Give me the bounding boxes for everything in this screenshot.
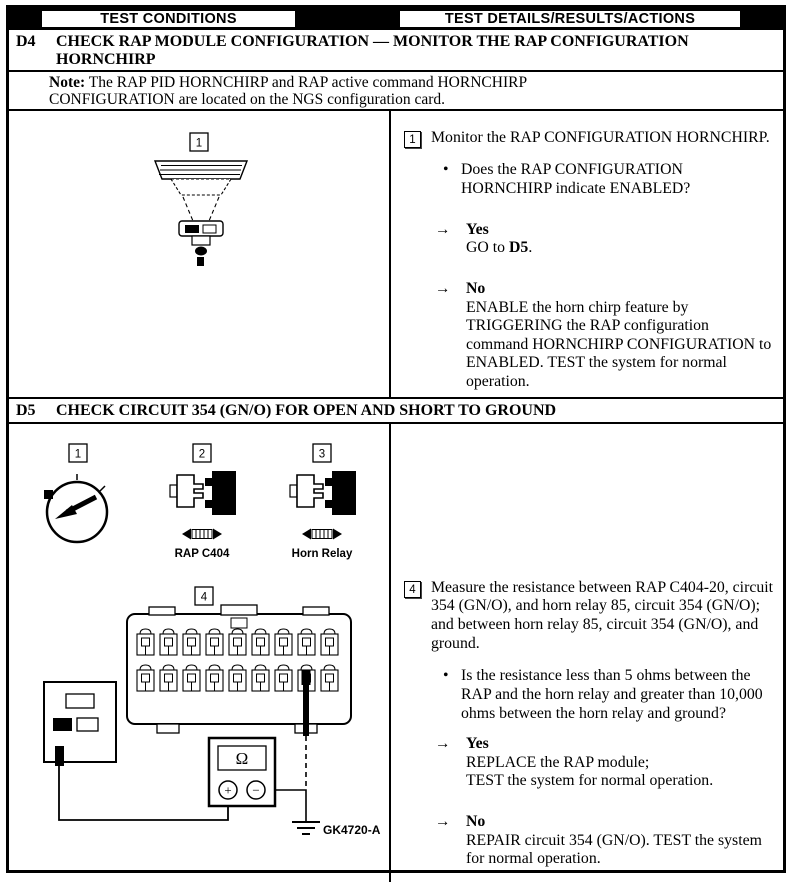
yes-action-line2: TEST the system for normal operation. xyxy=(466,772,714,790)
header-test-conditions xyxy=(41,10,296,28)
rap-connector-label: RAP C404 xyxy=(174,547,230,560)
callout-4 xyxy=(195,587,213,605)
note-text: The RAP PID HORNCHIRP and RAP active command HORNCHIRP CONFIGURATION are located on the NGS configuration card. xyxy=(49,73,527,109)
d4-title-row xyxy=(9,30,783,72)
yes-branch xyxy=(431,221,775,258)
minus-terminal-label: − xyxy=(252,782,260,798)
arrow-right-icon: → xyxy=(435,279,451,297)
connector-pinout-diagram xyxy=(127,605,351,733)
callout-1 xyxy=(69,444,87,462)
callout-2 xyxy=(193,444,211,462)
relay-box-icon xyxy=(44,682,116,766)
d5-step-title: CHECK CIRCUIT 354 (GN/O) FOR OPEN AND SHORT TO GROUND xyxy=(56,401,557,419)
table-header-row xyxy=(9,8,783,30)
yes-label: Yes xyxy=(466,735,489,753)
arrow-right-icon: → xyxy=(435,220,451,238)
d4-note-row xyxy=(9,72,783,111)
rap-connector-arrow-icon xyxy=(182,528,222,539)
arrow-right-icon: → xyxy=(435,735,451,753)
arrow-right-icon: → xyxy=(435,813,451,831)
yes-action-suffix: . xyxy=(528,239,533,257)
bullet-icon: • xyxy=(443,667,449,685)
question-text: Does the RAP CONFIGURATION HORNCHIRP indicate ENABLED? xyxy=(461,161,691,198)
multimeter-icon xyxy=(209,738,275,806)
rap-module-icon xyxy=(155,161,247,221)
callout-3 xyxy=(313,444,331,462)
ground-symbol-icon xyxy=(292,822,320,834)
callout-1 xyxy=(190,133,208,151)
yes-action-target: D5 xyxy=(509,239,529,257)
yes-action-prefix: GO to xyxy=(466,239,510,257)
no-label: No xyxy=(466,813,486,831)
horn-relay-label: Horn Relay xyxy=(291,547,353,560)
plus-terminal-label: + xyxy=(224,782,232,798)
d5-actions-cell xyxy=(389,424,783,882)
d4-diagram xyxy=(9,111,389,392)
step-number-box: 1 xyxy=(404,131,421,148)
header-right-label: TEST DETAILS/RESULTS/ACTIONS xyxy=(444,11,696,27)
svg-text:3: 3 xyxy=(318,448,326,461)
d5-diagram-cell xyxy=(9,424,389,882)
svg-text:1: 1 xyxy=(74,448,82,461)
d4-step-1 xyxy=(403,129,775,392)
no-action: REPAIR circuit 354 (GN/O). TEST the system for normal operation. xyxy=(466,831,762,868)
svg-text:4: 4 xyxy=(200,591,208,604)
horn-relay-arrow-icon xyxy=(302,528,342,539)
d4-actions-cell xyxy=(389,111,783,397)
pinpoint-test-table xyxy=(6,5,786,873)
no-branch xyxy=(431,280,775,392)
rap-connector-icon xyxy=(170,471,236,515)
svg-text:1: 1 xyxy=(195,137,203,150)
d5-step-4 xyxy=(403,579,775,869)
d5-title-row xyxy=(9,399,783,424)
horn-relay-connector-icon xyxy=(290,471,356,515)
bullet-icon: • xyxy=(443,161,449,179)
no-branch xyxy=(431,813,775,869)
step-question xyxy=(431,161,775,198)
rap-connector-plug-icon xyxy=(179,221,223,266)
yes-action-line1: REPLACE the RAP module; xyxy=(466,753,650,771)
question-text: Is the resistance less than 5 ohms between the RAP and the horn relay and greater than 10,000 ohms between the horn relay and ground? xyxy=(461,667,763,722)
figure-id-label: GK4720-A xyxy=(323,822,381,837)
step-question xyxy=(431,667,775,723)
yes-action xyxy=(466,239,532,258)
no-action: ENABLE the horn chirp feature by TRIGGERING the RAP configuration command HORNCHIRP CONFIGURATION to ENABLED. TEST the system for normal operation. xyxy=(466,298,772,391)
no-label: No xyxy=(466,279,486,297)
d4-step-id: D4 xyxy=(16,33,36,50)
svg-text:2: 2 xyxy=(198,448,206,461)
d5-content-row xyxy=(9,424,783,882)
header-left-label: TEST CONDITIONS xyxy=(100,11,237,27)
ohmmeter-symbol: Ω xyxy=(235,748,249,768)
d4-content-row xyxy=(9,111,783,399)
step-instruction: Measure the resistance between RAP C404-20, circuit 354 (GN/O), and horn relay 85, circuit 354 (GN/O); and between horn relay 85, circuit 354 (GN/O), and ground. xyxy=(431,578,774,652)
d5-diagram xyxy=(9,424,389,877)
positive-test-lead-wire xyxy=(59,766,228,820)
d5-step-id: D5 xyxy=(16,401,36,419)
yes-label: Yes xyxy=(466,220,489,238)
ignition-switch-icon xyxy=(44,474,107,542)
yes-branch xyxy=(431,735,775,791)
d4-step-title: CHECK RAP MODULE CONFIGURATION — MONITOR THE RAP CONFIGURATION HORNCHIRP xyxy=(56,33,689,69)
note-label: Note: xyxy=(49,73,86,91)
step-instruction: Monitor the RAP CONFIGURATION HORNCHIRP. xyxy=(431,128,770,146)
d4-diagram-cell xyxy=(9,111,389,397)
header-test-details xyxy=(399,10,741,28)
step-number-box: 4 xyxy=(404,581,421,598)
